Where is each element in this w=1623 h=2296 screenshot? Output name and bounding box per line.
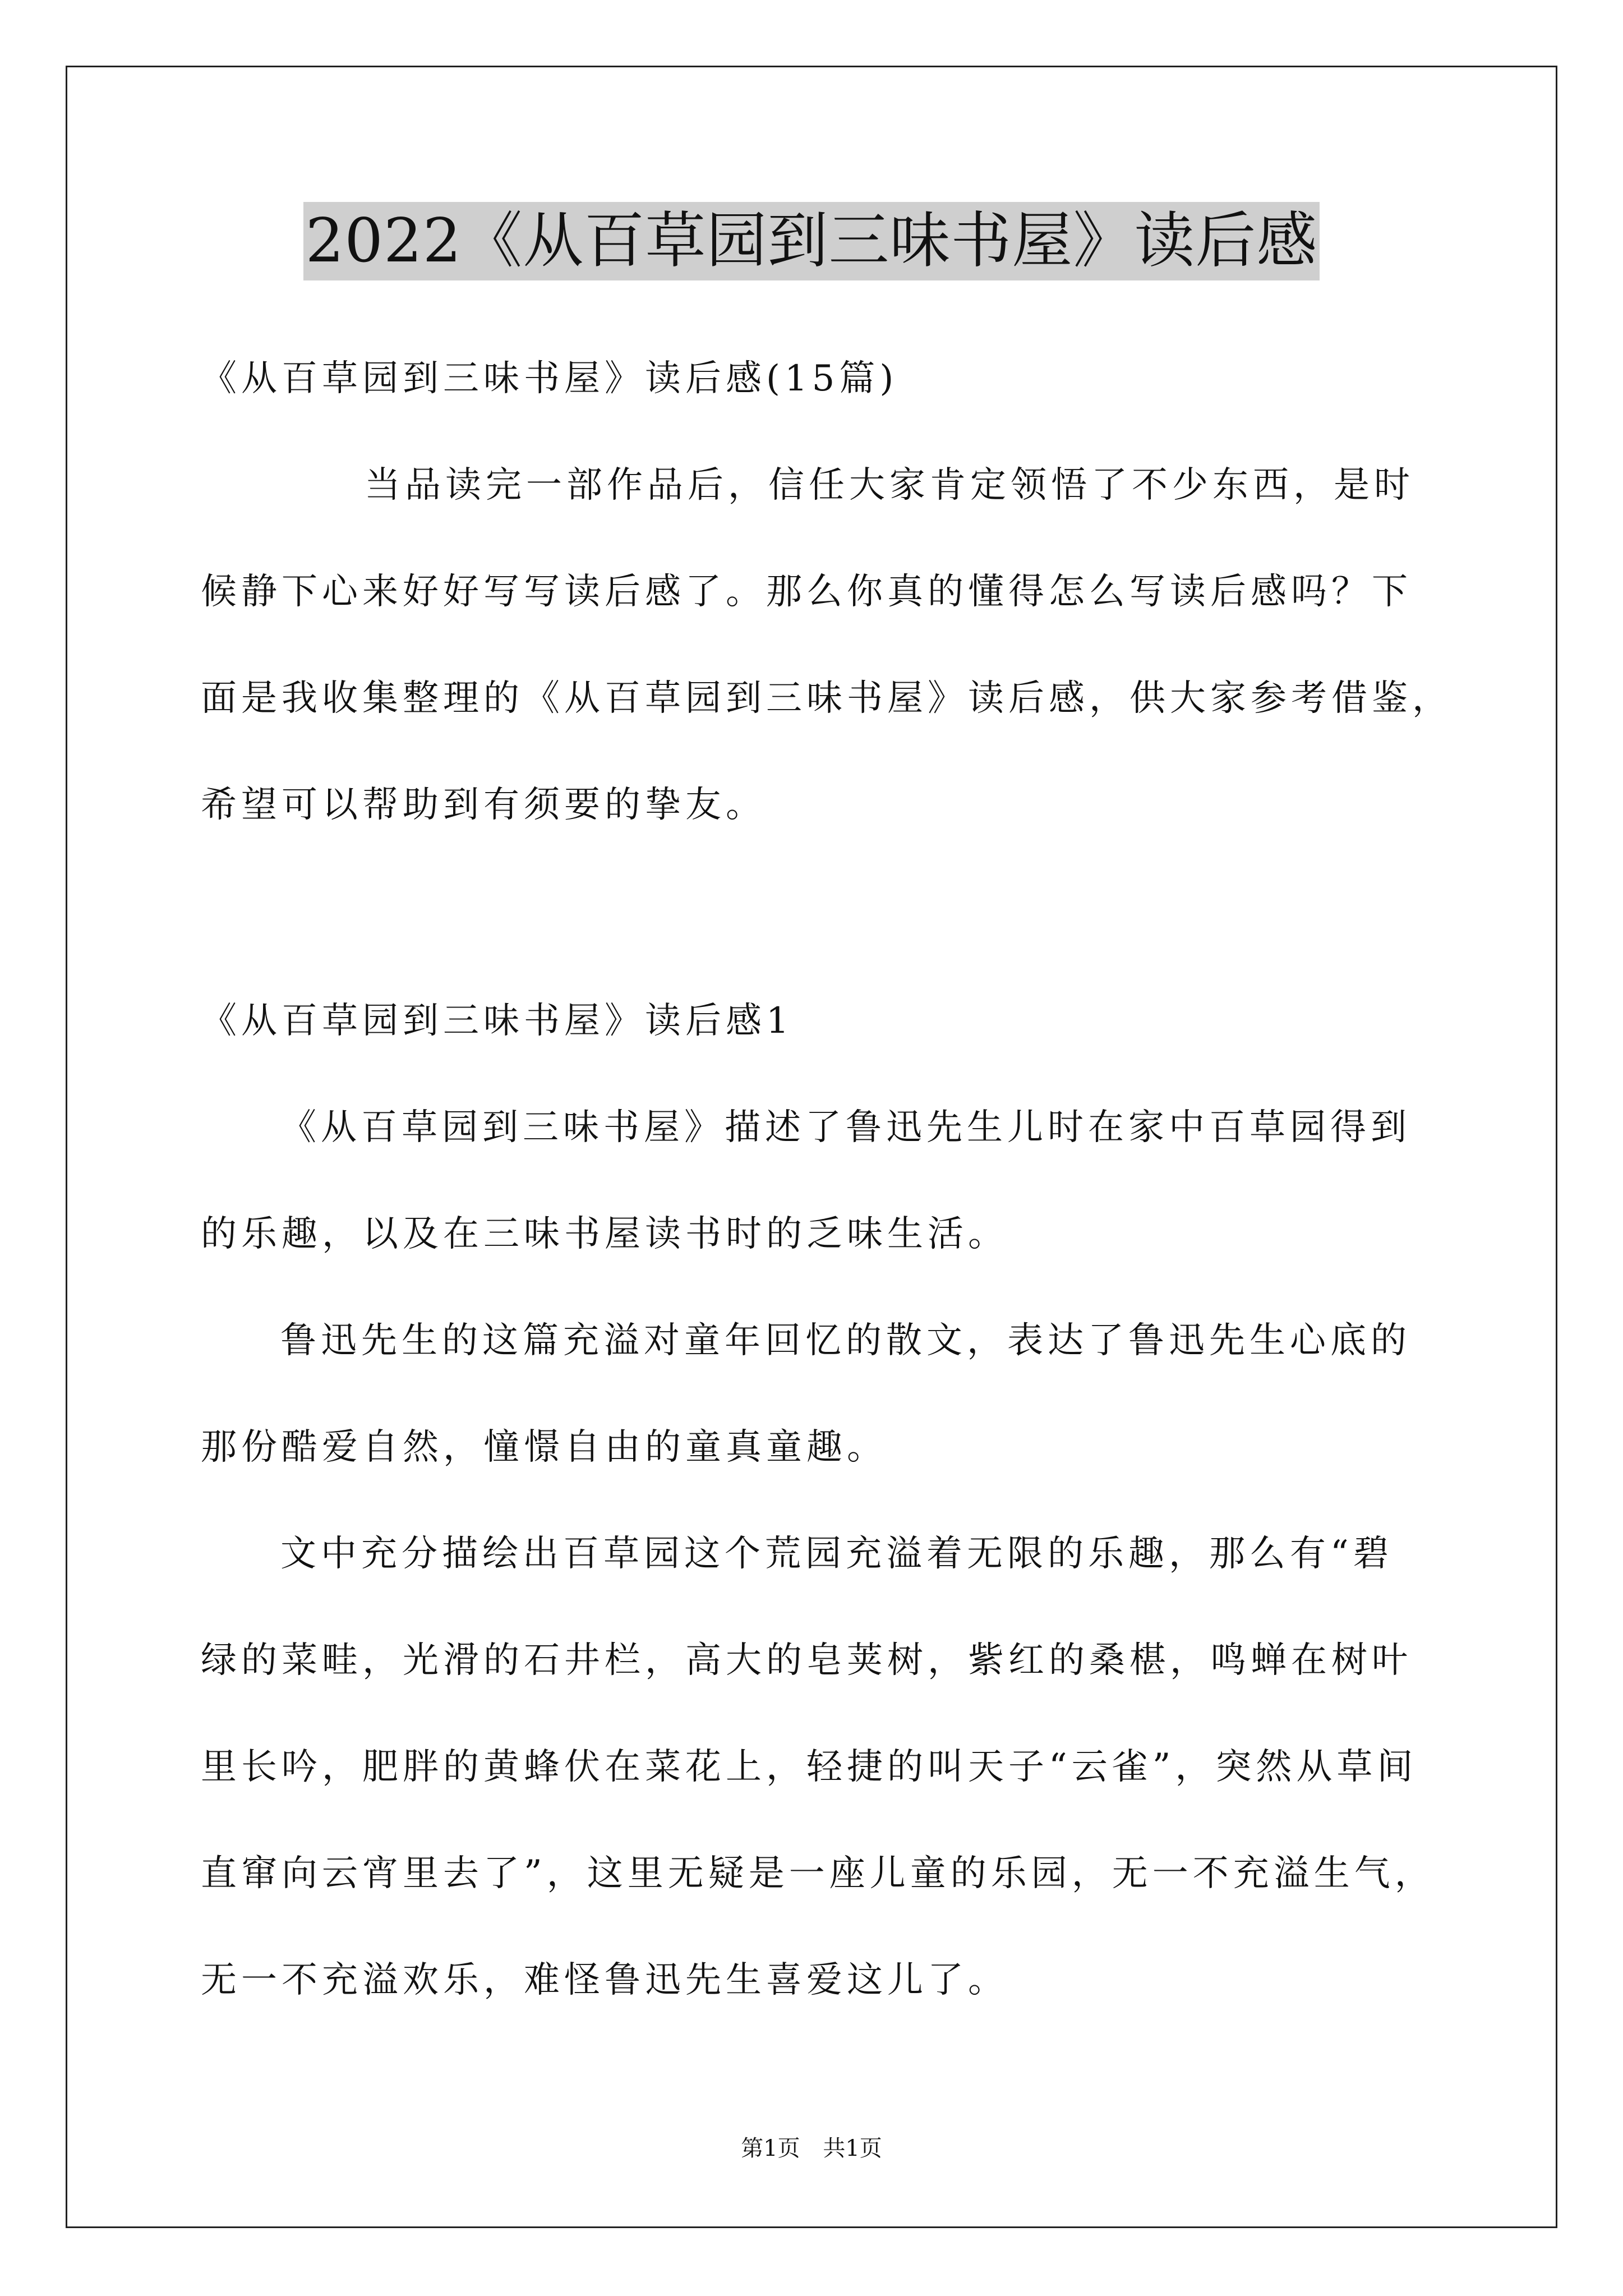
paragraph3-line-5: 无一不充溢欢乐，难怪鲁迅先生喜爱这儿了。	[201, 1959, 1008, 2001]
page-footer	[0, 2134, 1623, 2162]
paragraph1-line-1: 《从百草园到三味书屋》描述了鲁迅先生儿时在家中百草园得到	[280, 1107, 1411, 1148]
paragraph3-line-3: 里长吟，肥胖的黄蜂伏在菜花上，轻捷的叫天子“云雀”，突然从草间	[201, 1746, 1418, 1788]
paragraph3-line-2: 绿的菜畦，光滑的石井栏，高大的皂荚树，紫红的桑椹，鸣蝉在树叶	[201, 1640, 1412, 1681]
paragraph2-line-1: 鲁迅先生的这篇充溢对童年回忆的散文，表达了鲁迅先生心底的	[280, 1320, 1411, 1361]
page-number-total: 共1页	[823, 2136, 882, 2161]
document-subtitle: 《从百草园到三味书屋》读后感(15篇)	[201, 358, 898, 399]
intro-line-4: 希望可以帮助到有须要的挚友。	[201, 784, 766, 826]
paragraph3-line-1: 文中充分描绘出百草园这个荒园充溢着无限的乐趣，那么有“碧	[280, 1533, 1394, 1575]
intro-line-1: 当品读完一部作品后，信任大家肯定领悟了不少东西，是时	[365, 464, 1414, 506]
intro-line-2: 候静下心来好好写写读后感了。那么你真的懂得怎么写读后感吗？下	[201, 571, 1412, 613]
intro-line-3: 面是我收集整理的《从百草园到三味书屋》读后感，供大家参考借鉴，	[201, 678, 1453, 719]
document-title: 2022《从百草园到三味书屋》读后感	[303, 202, 1320, 280]
paragraph3-line-4: 直窜向云宵里去了”，这里无疑是一座儿童的乐园，无一不充溢生气，	[201, 1853, 1435, 1894]
section-heading: 《从百草园到三味书屋》读后感1	[201, 1000, 794, 1042]
paragraph1-line-2: 的乐趣，以及在三味书屋读书时的乏味生活。	[201, 1213, 1008, 1255]
title-container	[0, 202, 1623, 280]
page-number-current: 第1页	[741, 2136, 800, 2161]
paragraph2-line-2: 那份酷爱自然，憧憬自由的童真童趣。	[201, 1427, 887, 1468]
